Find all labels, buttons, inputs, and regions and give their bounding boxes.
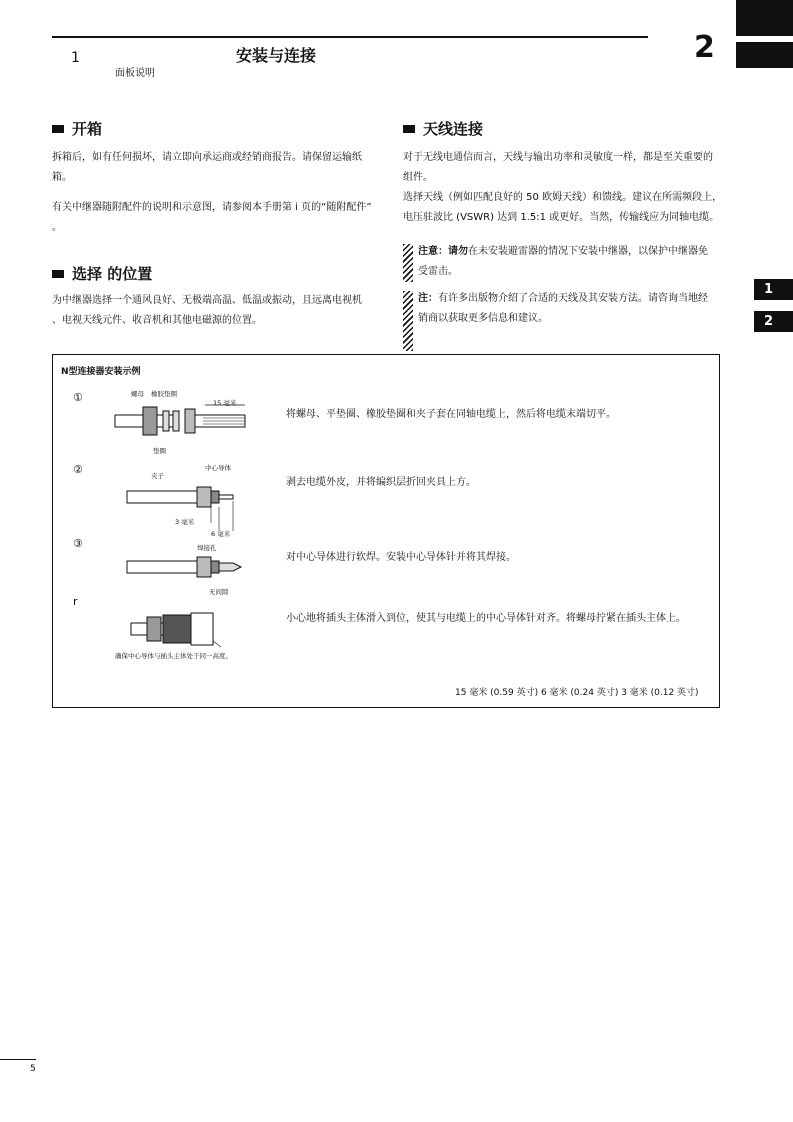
text-line: 有关中继器随附配件的说明和示意图，请参阅本手册第 i 页的“随附配件” (52, 202, 372, 213)
step-2-figure (113, 459, 263, 539)
hatch-bar (403, 291, 413, 351)
step-number: ② (73, 463, 83, 476)
label-center-conductor: 中心导体 (205, 464, 231, 472)
heading-text: 开箱 (72, 120, 103, 138)
page-number: 5 (30, 1064, 36, 1074)
text-line: 拆箱后，如有任何损坏，请立即向承运商或经销商报告。请保留运输纸 (52, 152, 362, 163)
caution-text: 在未安装避雷器的情况下安装中继器，以保护中继器免 (468, 246, 708, 257)
unpacking-para-1 (52, 148, 362, 188)
text-line: 、电视天线元件、收音机和其他电磁源的位置。 (52, 315, 262, 326)
plug-assembly-illustration (113, 601, 263, 651)
heading-square-icon (403, 125, 415, 133)
header-block-top (736, 0, 793, 36)
step-3-figure (113, 539, 263, 599)
step-text: 小心地将插头主体滑入到位，使其与电缆上的中心导体针对齐。将螺母拧紧在插头主体上。 (286, 613, 686, 624)
footer-rule (0, 1059, 36, 1060)
caution-label: 注意： (418, 246, 448, 257)
cable-strip-illustration (113, 459, 263, 539)
label-15mm: 15 毫米 (213, 399, 237, 407)
label-6mm: 6 毫米 (211, 530, 231, 538)
label-3mm: 3 毫米 (175, 518, 195, 526)
heading-location (52, 263, 152, 284)
label-washer: 垫圈 (153, 447, 166, 455)
heading-square-icon (52, 125, 64, 133)
text-line: 销商以获取更多信息和建议。 (418, 313, 548, 324)
n-connector-example-box (52, 354, 720, 708)
example-title: N型连接器安装示例 (61, 367, 141, 377)
hatch-bar (403, 244, 413, 282)
label-solder-hole: 焊接孔 (197, 544, 217, 552)
step-number: ① (73, 391, 83, 404)
step-4-figure (113, 601, 303, 663)
heading-text: 选择 的位置 (72, 265, 153, 283)
heading-antenna (403, 118, 483, 139)
heading-text: 天线连接 (423, 120, 484, 138)
label-nut: 螺母 (131, 390, 144, 398)
side-tab-1[interactable]: 1 (754, 279, 793, 300)
antenna-para (403, 148, 722, 228)
text-line: 。 (52, 222, 62, 233)
text-line: 组件。 (403, 172, 433, 183)
heading-unpacking (52, 118, 102, 139)
caution-bold: 请勿 (448, 246, 468, 257)
label-flush-height: 确保中心导体与插头主体处于同一高度。 (115, 652, 232, 660)
text-line: 选择天线（例如匹配良好的 50 欧姆天线）和馈线。建议在所需频段上， (403, 192, 723, 203)
solder-pin-illustration (113, 539, 263, 599)
page-title: 安装与连接 (236, 46, 317, 65)
text-line (418, 242, 708, 262)
chapter-subtitle: 面板说明 (115, 68, 155, 79)
caution-note (403, 242, 708, 282)
text-line: 对于无线电通信而言，天线与输出功率和灵敏度一样，都是至关重要的 (403, 152, 713, 163)
step-text: 剥去电缆外皮，并将编织层折回夹具上方。 (286, 477, 476, 488)
label-no-gap: 无间隙 (209, 588, 229, 596)
note-label: 注： (418, 293, 438, 304)
location-para (52, 291, 362, 331)
heading-square-icon (52, 270, 64, 278)
step-1-figure (113, 385, 263, 455)
text-line: 箱。 (52, 172, 72, 183)
header-block-bottom (736, 42, 793, 68)
info-note (403, 289, 708, 351)
unpacking-para-2 (52, 198, 372, 238)
dimension-legend: 15 毫米 (0.59 英寸) 6 毫米 (0.24 英寸) 3 毫米 (0.12 英寸) (455, 688, 699, 698)
step-number: ③ (73, 537, 83, 550)
label-clamp: 夹子 (151, 472, 164, 480)
step-number: r (73, 595, 78, 608)
chapter-number-right: 2 (694, 30, 715, 65)
text-line: 为中继器选择一个通风良好、无极端高温、低温或振动，且远离电视机 (52, 295, 362, 306)
step-text: 对中心导体进行软焊。安装中心导体针并将其焊接。 (286, 552, 516, 563)
header-rule (52, 36, 648, 38)
text-line (418, 289, 708, 309)
note-text: 有许多出版物介绍了合适的天线及其安装方法。请咨询当地经 (438, 293, 708, 304)
step-text: 将螺母、平垫圈、橡胶垫圈和夹子套在同轴电缆上，然后将电缆末端切平。 (286, 409, 616, 420)
label-rubber-gasket: 橡胶垫圈 (151, 390, 177, 398)
text-line: 受雷击。 (418, 266, 458, 277)
text-line: 电压驻波比 (VSWR) 达到 1.5:1 或更好。当然，传输线应为同轴电缆。 (403, 212, 720, 223)
side-tab-2[interactable]: 2 (754, 311, 793, 332)
chapter-number-left: 1 (71, 50, 80, 66)
